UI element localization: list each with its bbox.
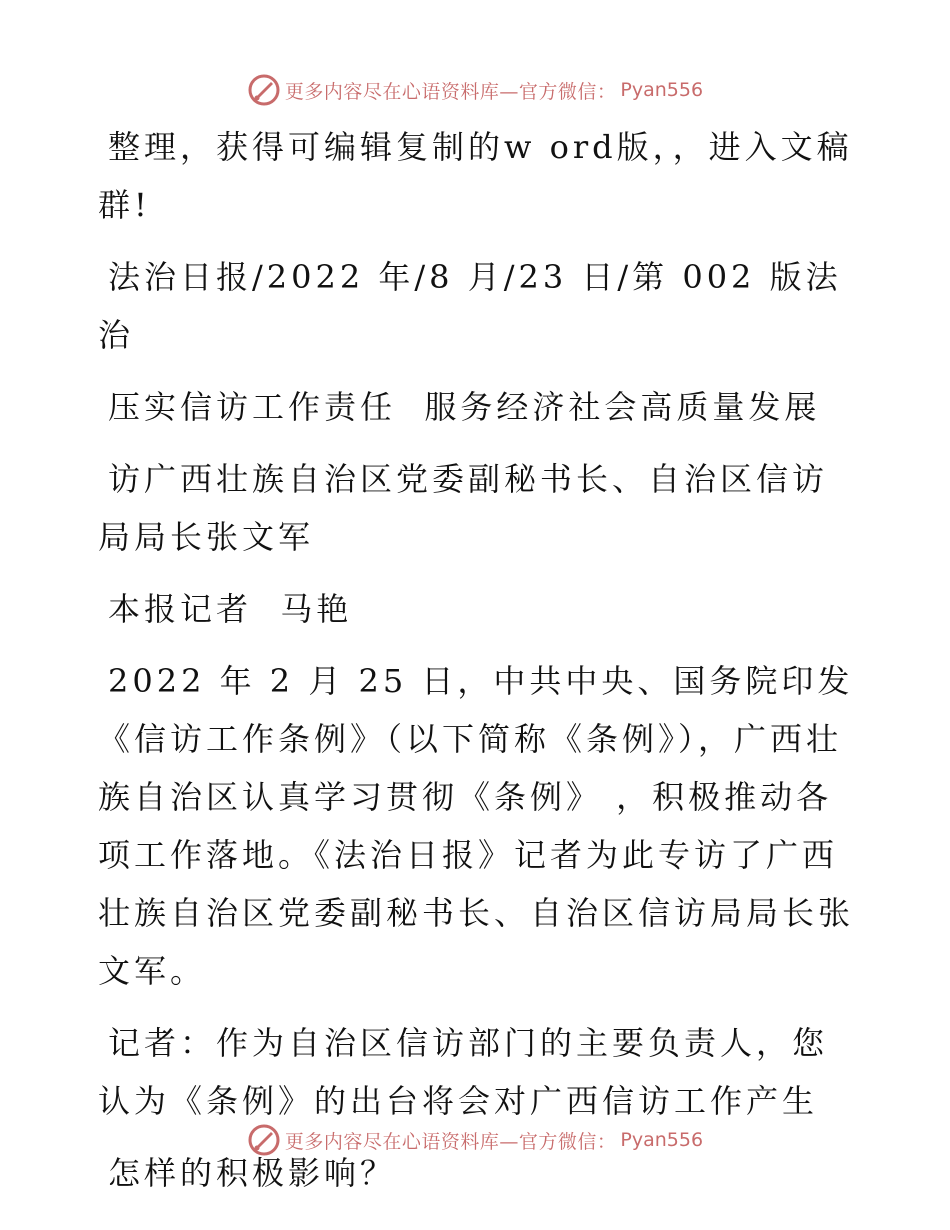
paragraph-question: 记者：作为自治区信访部门的主要负责人，您认为《条例》的出台将会对广西信访工作产生 bbox=[98, 1024, 829, 1120]
banner-text: 更多内容尽在心语资料库—官方微信： bbox=[284, 80, 617, 103]
paragraph-source-line: 法治日报/2022 年/8 月/23 日/第 002 版法治 bbox=[98, 258, 842, 354]
banner-wechat-id: Pyan556 bbox=[620, 1129, 704, 1151]
banner-text: 更多内容尽在心语资料库—官方微信： bbox=[284, 1130, 617, 1153]
paragraph-intro-note: 整理，获得可编辑复制的w ord版，，进入文稿群! bbox=[98, 128, 853, 224]
paragraph-question-continued: 怎样的积极影响？ bbox=[108, 1154, 397, 1192]
article-subtitle: 访广西壮族自治区党委副秘书长、自治区信访局局长张文军 bbox=[98, 460, 829, 556]
brush-logo-icon bbox=[247, 73, 281, 107]
article-title: 压实信访工作责任 服务经济社会高质量发展 bbox=[108, 388, 821, 426]
header-watermark-banner bbox=[0, 70, 950, 110]
article-byline: 本报记者 马艳 bbox=[108, 590, 353, 628]
footer-watermark-banner bbox=[0, 1120, 950, 1160]
banner-wechat-id: Pyan556 bbox=[620, 79, 704, 101]
document-body bbox=[98, 118, 858, 1216]
paragraph-lead: 2022 年 2 月 25 日，中共中央、国务院印发《信访工作条例》（以下简称《条例》），广西壮族自治区认真学习贯彻《条例》 ，积极推动各项工作落地。《法治日报》记者为此专访了广西壮族自治区党委副秘书长、自治区信访局局长张文军。 bbox=[98, 662, 855, 990]
brush-logo-icon bbox=[247, 1123, 281, 1157]
